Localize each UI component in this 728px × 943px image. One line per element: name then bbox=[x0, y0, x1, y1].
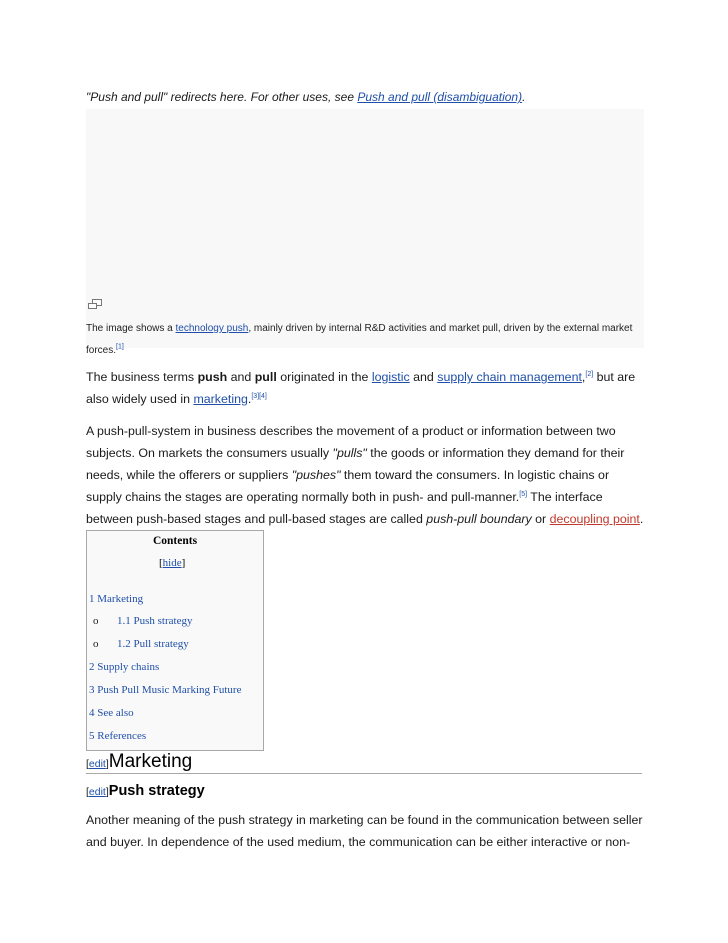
toc-item-push-strategy[interactable] bbox=[93, 615, 192, 627]
term-push-pull-boundary: push-pull boundary bbox=[426, 512, 532, 526]
comma: , bbox=[581, 370, 586, 384]
bracket: ] bbox=[181, 557, 186, 569]
section-heading-push-strategy bbox=[86, 782, 205, 800]
edit-section bbox=[86, 786, 109, 798]
ref-1[interactable]: [1] bbox=[116, 343, 124, 351]
bullet: o bbox=[93, 638, 99, 650]
supply-chain-management-link[interactable]: supply chain management bbox=[437, 370, 582, 384]
technology-push-link[interactable]: technology push bbox=[175, 323, 249, 334]
heading-push-strategy: Push strategy bbox=[108, 783, 205, 799]
figure-placeholder bbox=[86, 109, 644, 356]
toc-item-push-pull-music[interactable]: 3 Push Pull Music Marking Future bbox=[89, 684, 242, 696]
bracket: ] bbox=[105, 786, 109, 798]
bullet: o bbox=[93, 615, 99, 627]
text: originated in the bbox=[276, 370, 372, 384]
bracket: ] bbox=[105, 758, 109, 770]
term-pull: pull bbox=[254, 370, 277, 384]
logistic-link[interactable]: logistic bbox=[371, 370, 410, 384]
figure-caption bbox=[86, 318, 642, 362]
caption-text-rest: , mainly driven by internal R&D activities and market pull, driven by the external market forces. bbox=[86, 323, 633, 356]
edit-section bbox=[86, 758, 109, 770]
term-push: push bbox=[197, 370, 228, 384]
disambiguation-link[interactable]: Push and pull (disambiguation) bbox=[357, 90, 523, 104]
edit-link[interactable]: edit bbox=[88, 786, 106, 798]
text: but are also widely used in bbox=[86, 370, 636, 406]
term-pushes: "pushes" bbox=[291, 468, 341, 482]
hatnote-period: . bbox=[522, 90, 526, 104]
bracket: [ bbox=[159, 557, 163, 569]
toc-item-supply-chains[interactable]: 2 Supply chains bbox=[89, 661, 160, 673]
toc-item-label: 1.1 Push strategy bbox=[117, 615, 193, 627]
edit-link[interactable]: edit bbox=[88, 758, 106, 770]
heading-marketing: Marketing bbox=[108, 751, 193, 772]
text: and bbox=[409, 370, 438, 384]
section-heading-marketing bbox=[86, 751, 642, 774]
ref-2[interactable]: [2] bbox=[585, 370, 594, 378]
bracket: [ bbox=[86, 758, 89, 770]
text: the goods or information they demand for their needs, while the offerers or suppliers bbox=[86, 446, 625, 482]
bracket: [ bbox=[86, 786, 89, 798]
push-strategy-paragraph: Another meaning of the push strategy in marketing can be found in the communication between seller and buyer. In dependence of the used medium, the communication can be either interactive or non- bbox=[86, 813, 643, 849]
enlarge-icon[interactable] bbox=[88, 299, 102, 309]
intro-paragraph-1 bbox=[86, 366, 648, 410]
toc-item-label: 1.2 Pull strategy bbox=[117, 638, 189, 650]
text: them toward the consumers. In logistic chains or supply chains the stages are operating normally both in push- and pull-manner. bbox=[86, 468, 610, 504]
term-pulls: "pulls" bbox=[332, 446, 367, 460]
toc-item-marketing[interactable]: 1 Marketing bbox=[89, 593, 144, 605]
text: The interface between push-based stages and pull-based stages are called bbox=[86, 490, 603, 526]
decoupling-point-link[interactable]: decoupling point bbox=[549, 512, 640, 526]
ref-5[interactable]: [5] bbox=[519, 490, 528, 498]
ref-3-4[interactable]: [3][4] bbox=[251, 392, 267, 400]
text: A push-pull-system in business describes the movement of a product or information between two subjects. On markets the consumers usually bbox=[86, 424, 616, 460]
text: or bbox=[531, 512, 550, 526]
table-of-contents bbox=[86, 530, 264, 751]
caption-text: The image shows a bbox=[86, 323, 176, 334]
text: The business terms bbox=[86, 370, 198, 384]
toc-hide-toggle bbox=[159, 557, 185, 569]
marketing-link[interactable]: marketing bbox=[193, 392, 248, 406]
toc-title: Contents bbox=[152, 535, 198, 547]
text: . bbox=[639, 512, 644, 526]
text: and bbox=[227, 370, 255, 384]
toc-item-see-also[interactable]: 4 See also bbox=[89, 707, 134, 719]
hatnote-text: "Push and pull" redirects here. For other uses, see bbox=[86, 90, 358, 104]
hatnote bbox=[86, 90, 525, 104]
toc-hide-link[interactable]: hide bbox=[162, 557, 182, 569]
toc-item-references[interactable]: 5 References bbox=[89, 730, 147, 742]
text: . bbox=[247, 392, 252, 406]
toc-item-pull-strategy[interactable] bbox=[93, 638, 189, 650]
